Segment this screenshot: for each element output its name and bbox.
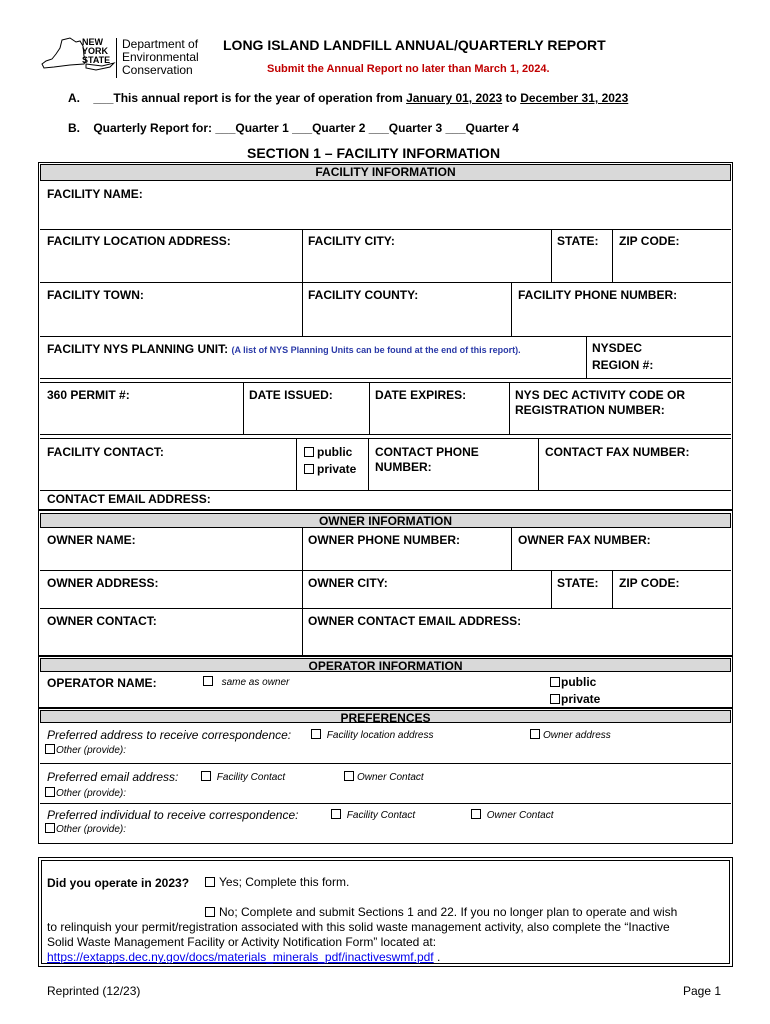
divider [302, 608, 303, 655]
divider [40, 490, 731, 491]
divider [538, 438, 539, 490]
checkbox-icon[interactable] [471, 809, 481, 819]
facility-town-label: FACILITY TOWN: [47, 288, 144, 302]
line-b: B. Quarterly Report for: ___Quarter 1 ___Quarter 2 ___Quarter 3 ___Quarter 4 [68, 121, 519, 135]
operate-question: Did you operate in 2023? [47, 876, 190, 890]
divider [369, 382, 370, 434]
date-expires-label: DATE EXPIRES: [375, 388, 467, 402]
operator-public-option[interactable]: public [550, 675, 596, 689]
checkbox-icon[interactable] [304, 464, 314, 474]
operator-name-label: OPERATOR NAME: [47, 676, 157, 690]
facility-contact-label: FACILITY CONTACT: [47, 445, 164, 459]
owner-name-label: OWNER NAME: [47, 533, 136, 547]
contact-fax-label: CONTACT FAX NUMBER: [545, 445, 690, 459]
pref-email-other-option[interactable]: Other (provide): [45, 787, 126, 799]
divider [243, 382, 244, 434]
operate-link-line: https://extapps.dec.ny.gov/docs/materials_minerals_pdf/inactiveswmf.pdf . [47, 950, 441, 964]
report-title: LONG ISLAND LANDFILL ANNUAL/QUARTERLY REPORT [223, 37, 606, 53]
checkbox-icon[interactable] [45, 787, 55, 797]
activity-code-label: NYS DEC ACTIVITY CODE OR REGISTRATION NUMBER: [515, 388, 686, 417]
checkbox-icon[interactable] [344, 771, 354, 781]
divider [40, 763, 731, 764]
contact-phone-label: CONTACT PHONE NUMBER: [375, 445, 479, 474]
preferences-header: PREFERENCES [40, 710, 731, 723]
pref-individual-question: Preferred individual to receive correspondence: [47, 808, 299, 822]
submit-note: Submit the Annual Report no later than March 1, 2024. [267, 63, 550, 75]
facility-location-label: FACILITY LOCATION ADDRESS: [47, 234, 231, 248]
line-a: A. ___This annual report is for the year of operation from January 01, 2023 to December 31, 2023 [68, 91, 629, 105]
divider [40, 608, 731, 609]
facility-name-label: FACILITY NAME: [47, 187, 143, 201]
divider [40, 282, 731, 283]
owner-info-header: OWNER INFORMATION [40, 513, 731, 528]
checkbox-icon[interactable] [45, 744, 55, 754]
nys-dec-logo [40, 36, 210, 80]
facility-phone-label: FACILITY PHONE NUMBER: [518, 288, 678, 302]
facility-county-label: FACILITY COUNTY: [308, 288, 419, 302]
planning-unit-note: (A list of NYS Planning Units can be found at the end of this report). [231, 345, 521, 355]
facility-zip-label: ZIP CODE: [619, 234, 680, 248]
divider [551, 229, 552, 282]
divider [302, 229, 303, 282]
pref-address-other-option[interactable]: Other (provide): [45, 744, 126, 756]
facility-state-label: STATE: [557, 234, 599, 248]
logo-state-text: NEW YORK STATE [82, 37, 111, 65]
owner-zip-label: ZIP CODE: [619, 576, 680, 590]
facility-city-label: FACILITY CITY: [308, 234, 395, 248]
owner-fax-label: OWNER FAX NUMBER: [518, 533, 651, 547]
checkbox-icon[interactable] [304, 447, 314, 457]
divider [40, 434, 731, 435]
divider [511, 528, 512, 570]
checkbox-icon[interactable] [205, 877, 215, 887]
divider [368, 438, 369, 490]
divider [586, 336, 587, 378]
owner-state-label: STATE: [557, 576, 599, 590]
divider [40, 378, 731, 379]
divider [612, 229, 613, 282]
page-number: Page 1 [683, 984, 722, 998]
divider [302, 282, 303, 336]
operate-no-option[interactable]: No; Complete and submit Sections 1 and 22. If you no longer plan to operate and wish [205, 905, 677, 919]
facility-contact-public-option[interactable]: public [304, 445, 352, 459]
same-as-owner-option[interactable]: same as owner [203, 676, 289, 688]
nysdec-region-label: NYSDEC REGION #: [592, 341, 654, 372]
operate-no-text-line2: to relinquish your permit/registration associated with this solid waste management activity, also complete the “Inactive [47, 920, 670, 934]
divider [302, 570, 303, 608]
pref-address-facility-option[interactable]: Facility location address [311, 729, 434, 741]
pref-individual-owner-option[interactable]: Owner Contact [471, 809, 553, 821]
checkbox-icon[interactable] [45, 823, 55, 833]
checkbox-icon[interactable] [550, 677, 560, 687]
owner-phone-label: OWNER PHONE NUMBER: [308, 533, 460, 547]
pref-individual-other-option[interactable]: Other (provide): [45, 823, 126, 835]
checkbox-icon[interactable] [201, 771, 211, 781]
pref-email-owner-option[interactable]: Owner Contact [344, 771, 424, 783]
divider [509, 382, 510, 434]
divider [40, 803, 731, 804]
facility-info-header: FACILITY INFORMATION [40, 164, 731, 181]
divider [40, 382, 731, 383]
pref-address-question: Preferred address to receive correspondence: [47, 728, 292, 742]
logo-divider [116, 38, 117, 78]
checkbox-icon[interactable] [530, 729, 540, 739]
pref-email-facility-option[interactable]: Facility Contact [201, 771, 285, 783]
logo-dept-text: Department of Environmental Conservation [122, 37, 199, 77]
pref-address-owner-option[interactable]: Owner address [530, 729, 611, 741]
checkbox-icon[interactable] [203, 676, 213, 686]
checkbox-icon[interactable] [331, 809, 341, 819]
date-issued-label: DATE ISSUED: [249, 388, 333, 402]
divider [40, 336, 731, 337]
divider [40, 570, 731, 571]
divider [40, 438, 731, 439]
pref-email-question: Preferred email address: [47, 770, 179, 784]
facility-contact-private-option[interactable]: private [304, 462, 356, 476]
checkbox-icon[interactable] [550, 694, 560, 704]
end-date: December 31, 2023 [520, 91, 629, 105]
operator-info-header: OPERATOR INFORMATION [40, 658, 731, 672]
reprinted-date: Reprinted (12/23) [47, 984, 141, 998]
owner-contact-email-label: OWNER CONTACT EMAIL ADDRESS: [308, 614, 522, 628]
owner-city-label: OWNER CITY: [308, 576, 388, 590]
pref-individual-facility-option[interactable]: Facility Contact [331, 809, 415, 821]
inactive-form-link[interactable]: https://extapps.dec.ny.gov/docs/materials_minerals_pdf/inactiveswmf.pdf [47, 950, 434, 964]
divider [612, 570, 613, 608]
owner-address-label: OWNER ADDRESS: [47, 576, 159, 590]
operate-yes-option[interactable]: Yes; Complete this form. [205, 875, 349, 889]
divider [511, 282, 512, 336]
checkbox-icon[interactable] [205, 907, 215, 917]
operate-no-text-line3: Solid Waste Management Facility or Activity Notification Form” located at: [47, 935, 437, 949]
permit-label: 360 PERMIT #: [47, 388, 130, 402]
planning-unit-label: FACILITY NYS PLANNING UNIT: (A list of NYS Planning Units can be found at the end of this report). [47, 342, 521, 356]
divider [302, 528, 303, 570]
section-title: SECTION 1 – FACILITY INFORMATION [247, 145, 501, 161]
owner-contact-label: OWNER CONTACT: [47, 614, 157, 628]
start-date: January 01, 2023 [406, 91, 503, 105]
checkbox-icon[interactable] [311, 729, 321, 739]
divider [40, 229, 731, 230]
divider [551, 570, 552, 608]
divider [296, 438, 297, 490]
operator-private-option[interactable]: private [550, 692, 600, 706]
contact-email-label: CONTACT EMAIL ADDRESS: [47, 492, 211, 506]
